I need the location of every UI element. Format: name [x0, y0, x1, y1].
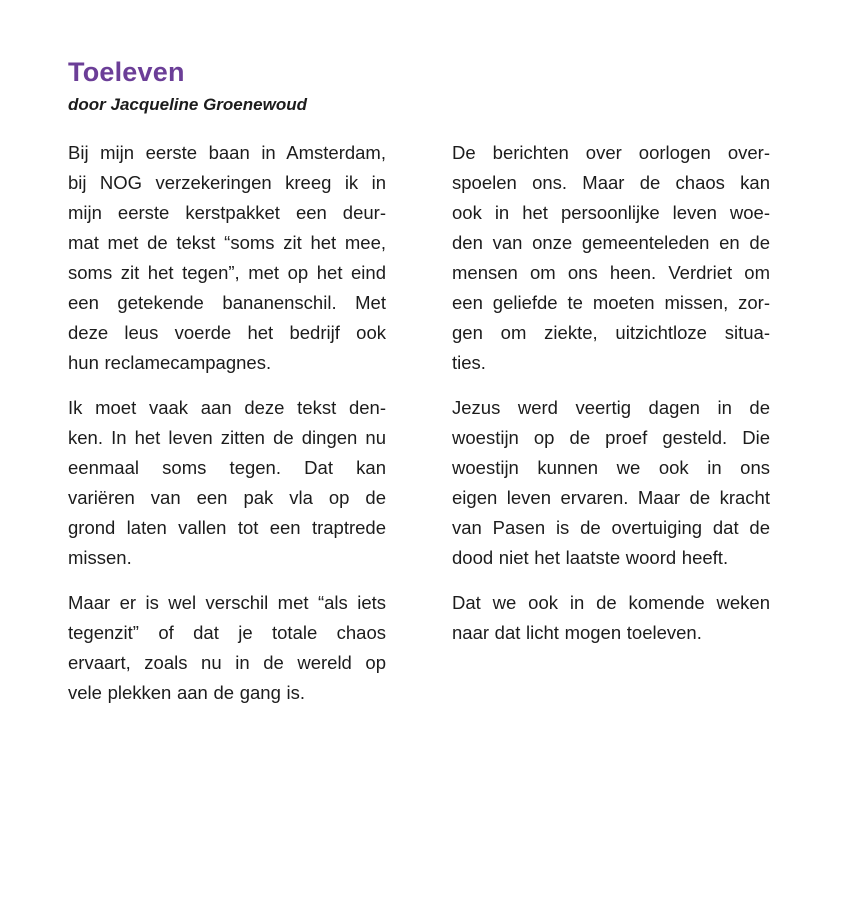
text-line: ties.: [452, 352, 486, 373]
text-line: ook in het persoonlijke leven woe-: [452, 202, 770, 223]
text-line: gen om ziekte, uitzichtloze situa-: [452, 322, 770, 343]
text-line: Dat we ook in de komende weken: [452, 592, 770, 613]
text-line: eenmaal soms tegen. Dat kan: [68, 457, 386, 478]
paragraph: [452, 138, 770, 378]
page-title: Toeleven: [68, 57, 185, 87]
paragraph: [452, 588, 770, 648]
text-line: woestijn op de proef gesteld. Die: [452, 427, 770, 448]
text-line: Bij mijn eerste baan in Amsterdam,: [68, 142, 386, 163]
text-line: De berichten over oorlogen over-: [452, 142, 770, 163]
text-line: woestijn kunnen we ook in ons: [452, 457, 770, 478]
text-line: den van onze gemeenteleden en de: [452, 232, 770, 253]
text-line: soms zit het tegen”, met op het eind: [68, 262, 386, 283]
text-line: eigen leven ervaren. Maar de kracht: [452, 487, 770, 508]
paragraph: [68, 588, 386, 708]
text-line: een getekende bananenschil. Met: [68, 292, 386, 313]
text-line: van Pasen is de overtuiging dat de: [452, 517, 770, 538]
paragraph: [452, 393, 770, 573]
byline: door Jacqueline Groenewoud: [68, 95, 307, 114]
text-line: Ik moet vaak aan deze tekst den-: [68, 397, 386, 418]
text-line: mensen om ons heen. Verdriet om: [452, 262, 770, 283]
text-columns: [68, 138, 841, 723]
paragraph: [68, 138, 386, 378]
text-line: dood niet het laatste woord heeft.: [452, 547, 729, 568]
text-line: mijn eerste kerstpakket een deur-: [68, 202, 386, 223]
text-line: vele plekken aan de gang is.: [68, 682, 306, 703]
text-line: missen.: [68, 547, 132, 568]
text-line: tegenzit” of dat je totale chaos: [68, 622, 386, 643]
text-line: ken. In het leven zitten de dingen nu: [68, 427, 386, 448]
paragraph: [68, 393, 386, 573]
text-line: spoelen ons. Maar de chaos kan: [452, 172, 770, 193]
text-line: ervaart, zoals nu in de wereld op: [68, 652, 386, 673]
column-right: [452, 138, 770, 723]
text-line: hun reclamecampagnes.: [68, 352, 272, 373]
text-line: grond laten vallen tot een traptrede: [68, 517, 386, 538]
text-line: Maar er is wel verschil met “als iets: [68, 592, 386, 613]
text-line: naar dat licht mogen toeleven.: [452, 622, 702, 643]
text-line: deze leus voerde het bedrijf ook: [68, 322, 386, 343]
text-line: variëren van een pak vla op de: [68, 487, 386, 508]
text-line: Jezus werd veertig dagen in de: [452, 397, 770, 418]
column-left: [68, 138, 386, 723]
text-line: een geliefde te moeten missen, zor-: [452, 292, 770, 313]
text-line: mat met de tekst “soms zit het mee,: [68, 232, 386, 253]
text-line: bij NOG verzekeringen kreeg ik in: [68, 172, 386, 193]
